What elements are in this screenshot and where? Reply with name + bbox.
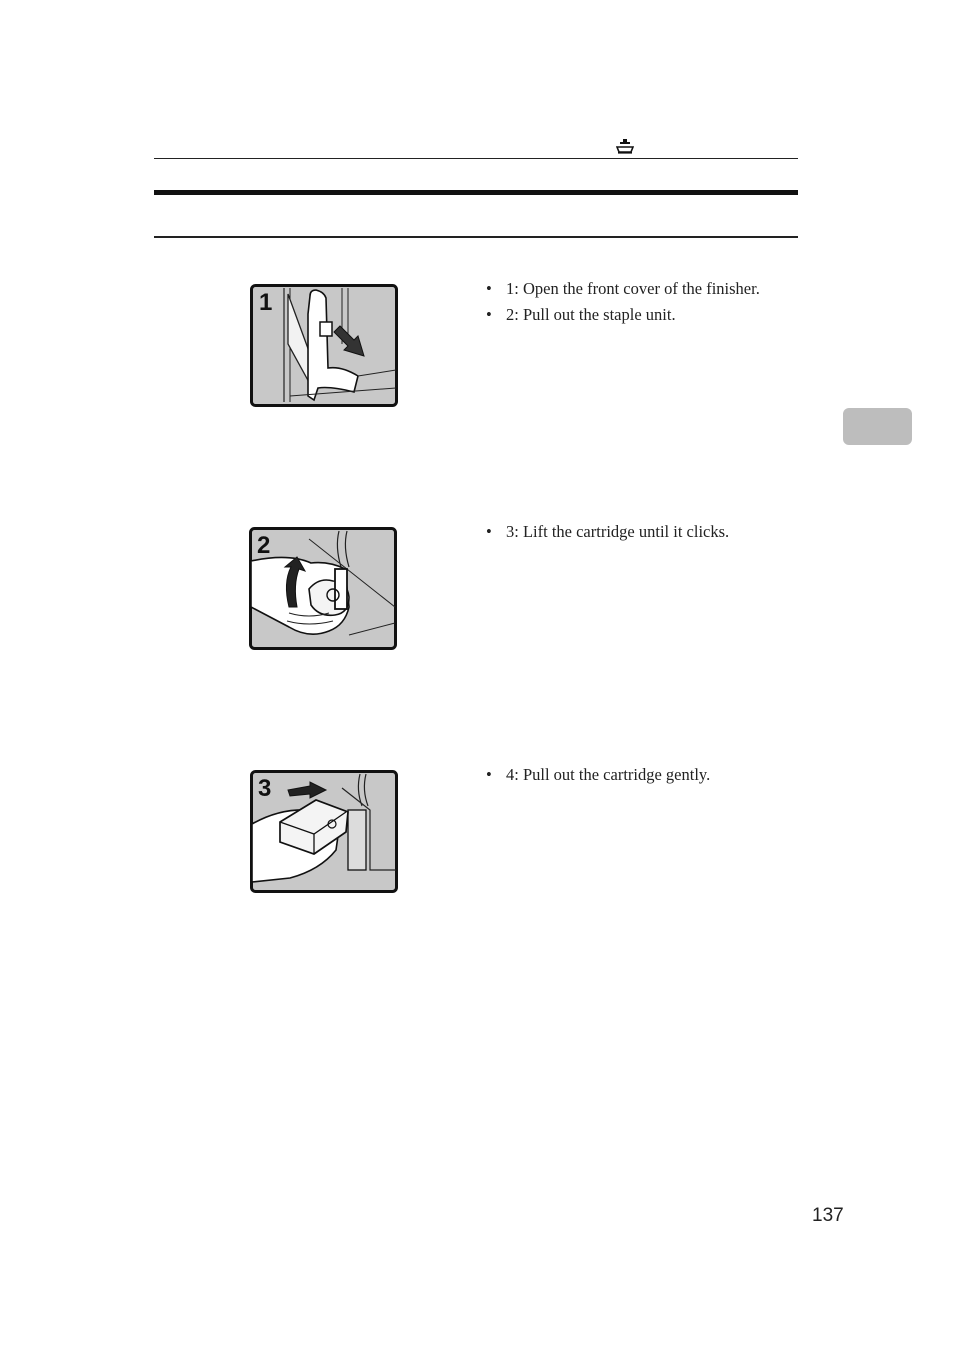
page-number: 137 [812,1205,844,1226]
header-rule [154,158,798,159]
step-1-bullet-2: • 2: Pull out the staple unit. [486,302,760,328]
step-1-instructions [486,276,760,328]
step-3-illustration [250,770,398,893]
step-3-number: 3 [258,775,272,802]
step-2-number: 2 [257,532,271,559]
chapter-tab [843,408,912,445]
section-rule-thick [154,190,798,195]
step-1-number: 1 [259,289,273,316]
section-rule [154,236,798,238]
step-1-bullet-1: • 1: Open the front cover of the finisher. [486,276,760,302]
finisher-icon [616,138,634,154]
step-2-bullet-1: • 3: Lift the cartridge until it clicks. [486,519,729,545]
step-3-instructions [486,762,710,788]
step-1-illustration [250,284,398,407]
step-3-bullet-1: • 4: Pull out the cartridge gently. [486,762,710,788]
step-2-illustration [249,527,397,650]
step-2-instructions [486,519,729,545]
